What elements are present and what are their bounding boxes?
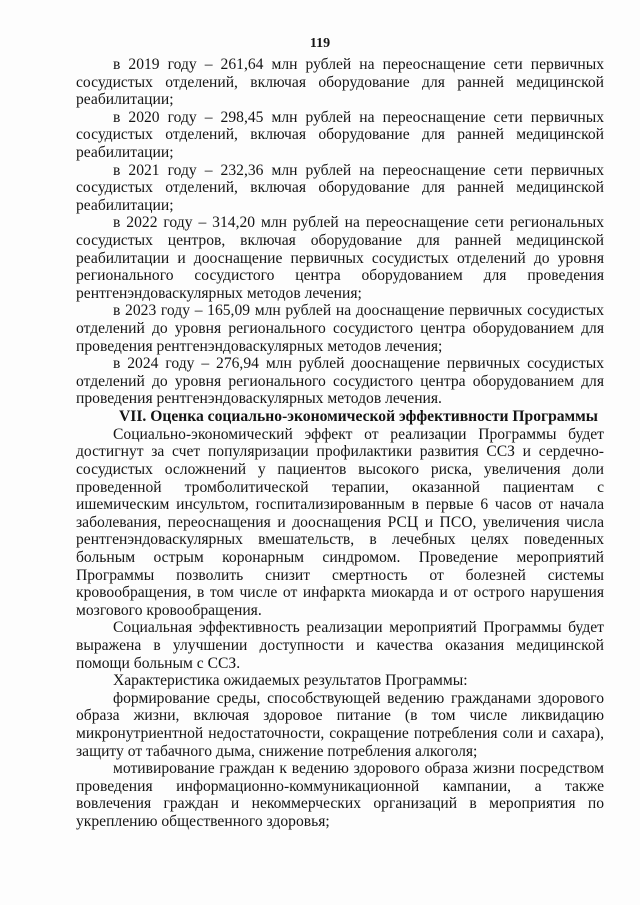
page-number: 119 xyxy=(309,36,331,51)
socio-economic-effect-paragraph: Социально-экономический эффект от реализации Программы будет достигнут за счет популяризации профилактики развития ССЗ и сердечно-сосудистых осложнений у пациентов высокого риска, увеличения доли проведенной тромболитической терапии, оказанной пациентам с ишемическим инсультом, госпитализированным в первые 6 часов от начала заболевания, переоснащения и дооснащения РСЦ и ПСО, увеличения числа рентгенэндоваскулярных вмешательств, в лечебных целях поведенных больным острым коронарным синдромом. Проведение мероприятий Программы позволить снизит смертность от болезней системы кровообращения, в том числе от инфаркта миокарда и от острого нарушения мозгового кровообращения. xyxy=(76,425,604,619)
funding-item-2023: в 2023 году – 165,09 млн рублей на дооснащение первичных сосудистых отделений до уровня регионального сосудистого центра оборудованием для проведения рентгенэндоваскулярных методов лечения; xyxy=(76,302,604,355)
funding-item-2021: в 2021 году – 232,36 млн рублей на переоснащение сети первичных сосудистых отделений, включая оборудование для ранней медицинской реабилитации; xyxy=(76,161,604,214)
funding-item-2020: в 2020 году – 298,45 млн рублей на переоснащение сети первичных сосудистых отделений, включая оборудование для ранней медицинской реабилитации; xyxy=(76,108,604,161)
funding-item-2024: в 2024 году – 276,94 млн рублей дооснащение первичных сосудистых отделений до уровня регионального сосудистого центра оборудованием для проведения рентгенэндоваскулярных методов лечения. xyxy=(76,355,604,408)
expected-result-healthy-environment: формирование среды, способствующей ведению гражданами здорового образа жизни, включая здоровое питание (в том числе ликвидацию микронутриентной недостаточности, сокращение потребления соли и сахара), защиту от табачного дыма, снижение потребления алкоголя; xyxy=(76,689,604,760)
section-heading: VII. Оценка социально-экономической эффективности Программы xyxy=(119,407,598,425)
expected-result-motivation: мотивирование граждан к ведению здорового образа жизни посредством проведения информационно-коммуникационной кампании, а также вовлечения граждан и некоммерческих организаций в мероприятия по укреплению общественного здоровья; xyxy=(76,760,604,830)
social-efficiency-paragraph: Социальная эффективность реализации мероприятий Программы будет выражена в улучшении доступности и качества оказания медицинской помощи больным с ССЗ. xyxy=(76,619,604,672)
expected-results-intro: Характеристика ожидаемых результатов Программы: xyxy=(113,672,468,690)
document-body xyxy=(76,56,604,831)
funding-item-2022: в 2022 году – 314,20 млн рублей на переоснащение сети региональных сосудистых центров, включая оборудование для ранней медицинской реабилитации и дооснащение первичных сосудистых отделений до уровня регионального сосудистого центра оборудованием для проведения рентгенэндоваскулярных методов лечения; xyxy=(76,214,604,302)
funding-item-2019: в 2019 году – 261,64 млн рублей на переоснащение сети первичных сосудистых отделений, включая оборудование для ранней медицинской реабилитации; xyxy=(76,56,604,109)
